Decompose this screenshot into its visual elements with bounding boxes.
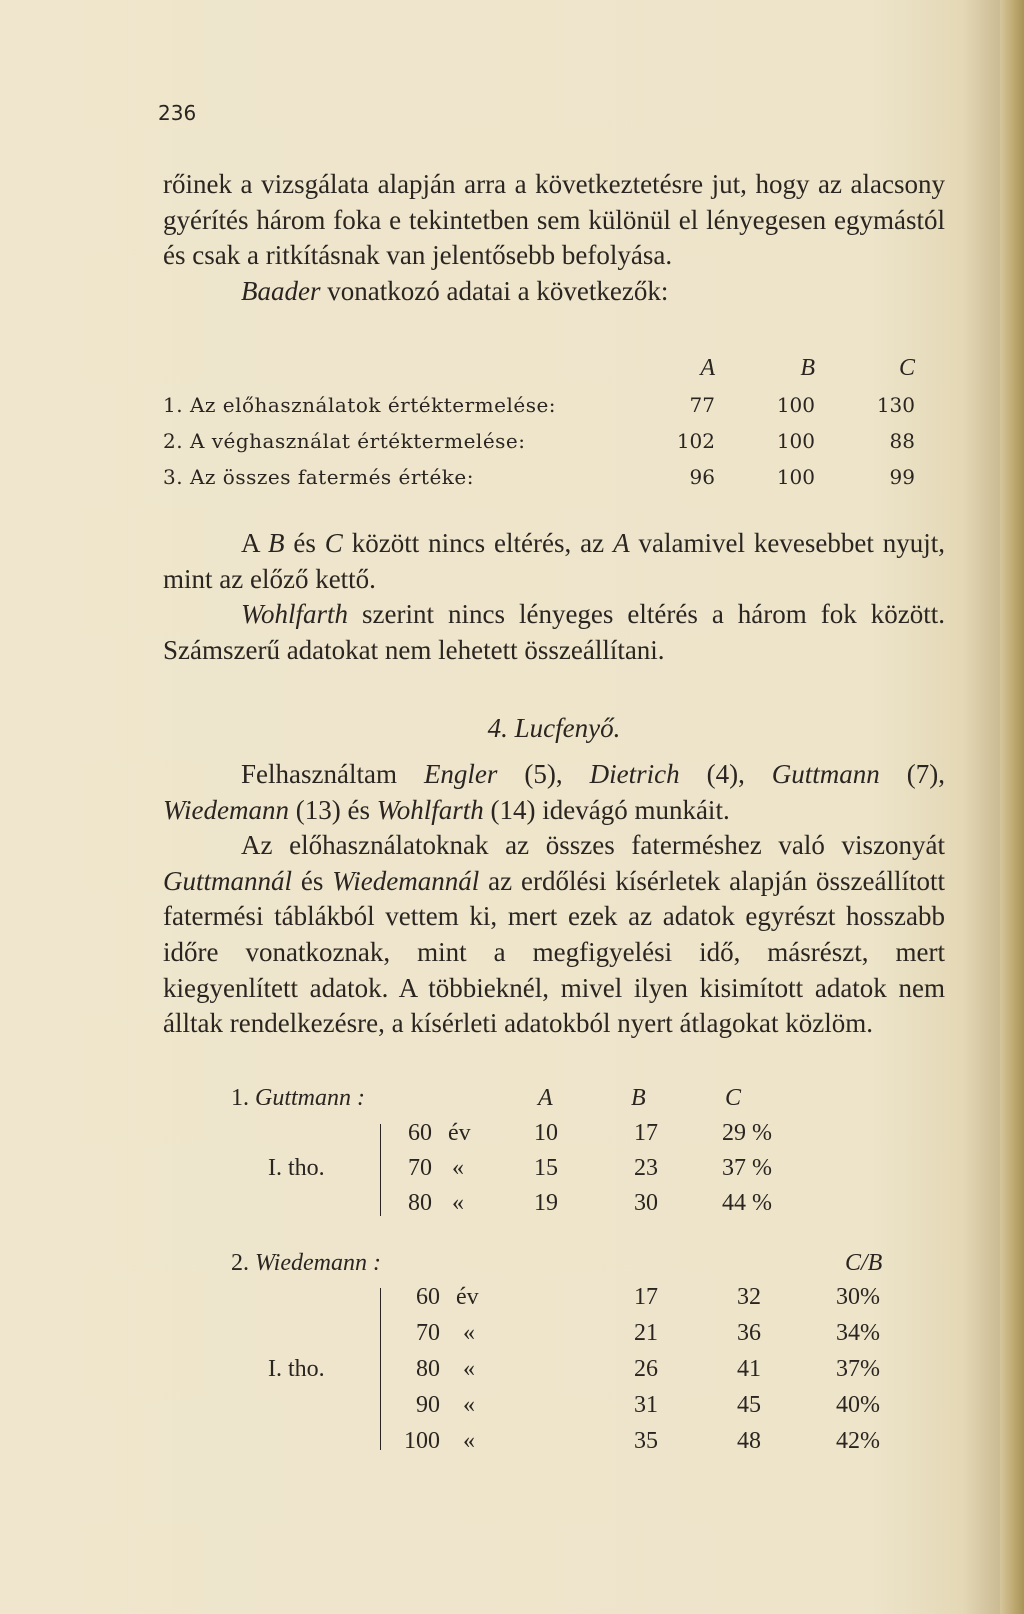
table-number: 2.	[231, 1250, 255, 1276]
cell-a: 77	[689, 393, 715, 417]
paragraph-4	[163, 597, 945, 668]
author-wohlfarth: Wohlfarth	[241, 599, 349, 630]
table-row	[163, 429, 953, 459]
unit: év	[456, 1284, 479, 1310]
text: az erdőlési kísérletek alapján összeállított fatermési táblákból vettem ki, mert ezek az adatok egyrészt hosszabb időre vonatkoznak, mint a megfigyelési idő, másrészt, mert kiegyenlített adatok. A többieknél, mivel ilyen kisimított adatok nem álltak rendelkezésre, a kísérleti adatokból nyert átlagokat közlöm.	[163, 865, 945, 1039]
baader-table-header	[163, 355, 953, 385]
text: (14) idevágó munkáit.	[483, 794, 730, 825]
col-header-c: C	[898, 355, 915, 381]
cell-a: 19	[534, 1190, 558, 1216]
unit: «	[463, 1428, 475, 1454]
text: (4),	[679, 759, 772, 789]
cell-cb: 37%	[836, 1356, 880, 1382]
cell-b: 48	[737, 1428, 761, 1454]
text: között nincs eltérés, az	[342, 528, 614, 558]
cell-c: 29 %	[722, 1120, 772, 1146]
cell-b: 32	[737, 1284, 761, 1310]
table-number: 1.	[231, 1085, 255, 1111]
text: Az előhasználatoknak az összes faterméshez való viszonyát	[241, 830, 945, 861]
cell-a: 31	[634, 1392, 658, 1418]
unit: «	[452, 1190, 464, 1216]
text: és	[284, 528, 325, 558]
author-dietrich: Dietrich	[589, 759, 680, 789]
letter-b: B	[267, 528, 285, 558]
col-header-c: C	[725, 1085, 742, 1111]
cell-a: 102	[676, 429, 715, 453]
text: A	[241, 528, 268, 558]
group-label: I. tho.	[268, 1356, 325, 1382]
cell-cb: 42%	[836, 1428, 880, 1454]
author-baader: Baader	[241, 275, 321, 306]
unit: «	[463, 1320, 475, 1346]
table-row	[163, 465, 953, 495]
cell-b: 36	[737, 1320, 761, 1346]
col-header-a: A	[700, 355, 715, 381]
cell-c: 44 %	[722, 1190, 772, 1216]
paragraph-2	[163, 274, 945, 310]
cell-c: 130	[876, 393, 915, 417]
cell-b: 23	[634, 1155, 658, 1181]
group-label: I. tho.	[268, 1155, 325, 1181]
row-label: 3. Az összes fatermés értéke:	[163, 465, 474, 489]
cell-cb: 40%	[836, 1392, 880, 1418]
paragraph-6	[163, 828, 945, 1042]
text: (13) és	[288, 794, 377, 825]
age: 100	[404, 1428, 440, 1454]
cell-a: 15	[534, 1155, 558, 1181]
text: szerint nincs lényeges eltérés a három fok között. Számszerű adatokat nem lehetett összeállítani.	[163, 599, 945, 665]
author-guttmann: Guttmannál	[163, 865, 293, 896]
section-title: Lucfenyő.	[514, 713, 621, 743]
cell-a: 35	[634, 1428, 658, 1454]
author-wiedemann: Wiedemann :	[255, 1250, 381, 1276]
text: Felhasználtam	[241, 759, 424, 789]
page-edge-shadow	[1000, 0, 1024, 1614]
paragraph-3	[163, 526, 945, 597]
author-wiedemann: Wiedemann	[163, 794, 289, 825]
age: 80	[408, 1190, 432, 1216]
text: és	[292, 865, 333, 896]
unit: «	[463, 1392, 475, 1418]
paragraph-2-text: vonatkozó adatai a következők:	[320, 275, 669, 306]
author-engler: Engler	[423, 759, 498, 789]
paragraph-sources	[163, 757, 945, 1042]
author-wohlfarth: Wohlfarth	[376, 794, 484, 825]
brace-icon	[380, 1124, 381, 1216]
text: (7),	[879, 759, 946, 789]
cell-b: 100	[776, 393, 815, 417]
cell-c: 99	[889, 465, 915, 489]
cell-b: 30	[634, 1190, 658, 1216]
paragraph-5	[163, 757, 945, 828]
cell-b: 17	[634, 1120, 658, 1146]
col-header-a: A	[538, 1085, 553, 1111]
cell-c: 37 %	[722, 1155, 772, 1181]
unit: «	[463, 1356, 475, 1382]
cell-b: 45	[737, 1392, 761, 1418]
brace-icon	[380, 1288, 381, 1450]
age: 60	[416, 1284, 440, 1310]
row-label: 1. Az előhasználatok értéktermelése:	[163, 393, 557, 417]
cell-c: 88	[889, 429, 915, 453]
age: 80	[416, 1356, 440, 1382]
paragraph-intro	[163, 167, 945, 309]
letter-a: A	[613, 528, 630, 558]
paragraph-comparison	[163, 526, 945, 668]
author-guttmann: Guttmann	[771, 759, 880, 789]
col-header-cb: C/B	[845, 1250, 883, 1276]
cell-a: 26	[634, 1356, 658, 1382]
paragraph-1: rőinek a vizsgálata alapján arra a következtetésre jut, hogy az alacsony gyérítés három foka e tekintetben sem különül el lényegesen egymástól és csak a ritkításnak van jelentősebb befolyása.	[163, 169, 945, 271]
text: valamivel kevesebbet nyujt, mint az előző kettő.	[163, 528, 946, 594]
age: 90	[416, 1392, 440, 1418]
cell-a: 21	[634, 1320, 658, 1346]
col-header-b: B	[631, 1085, 646, 1111]
text: (5),	[497, 759, 590, 789]
section-heading	[163, 713, 945, 744]
table-title	[231, 1250, 381, 1277]
cell-a: 96	[689, 465, 715, 489]
cell-a: 10	[534, 1120, 558, 1146]
unit: év	[448, 1120, 471, 1146]
cell-cb: 34%	[836, 1320, 880, 1346]
letter-c: C	[324, 528, 343, 558]
age: 60	[408, 1120, 432, 1146]
table-title	[231, 1085, 365, 1112]
cell-b: 100	[776, 465, 815, 489]
cell-b: 100	[776, 429, 815, 453]
age: 70	[416, 1320, 440, 1346]
table-row	[163, 393, 953, 423]
cell-cb: 30%	[836, 1284, 880, 1310]
page-number: 236	[158, 101, 197, 125]
age: 70	[408, 1155, 432, 1181]
author-guttmann: Guttmann :	[255, 1085, 365, 1111]
row-label: 2. A véghasználat értéktermelése:	[163, 429, 526, 453]
author-wiedemann: Wiedemannál	[332, 865, 480, 896]
cell-b: 41	[737, 1356, 761, 1382]
unit: «	[452, 1155, 464, 1181]
section-number: 4.	[487, 713, 515, 743]
col-header-b: B	[800, 355, 815, 381]
cell-a: 17	[634, 1284, 658, 1310]
